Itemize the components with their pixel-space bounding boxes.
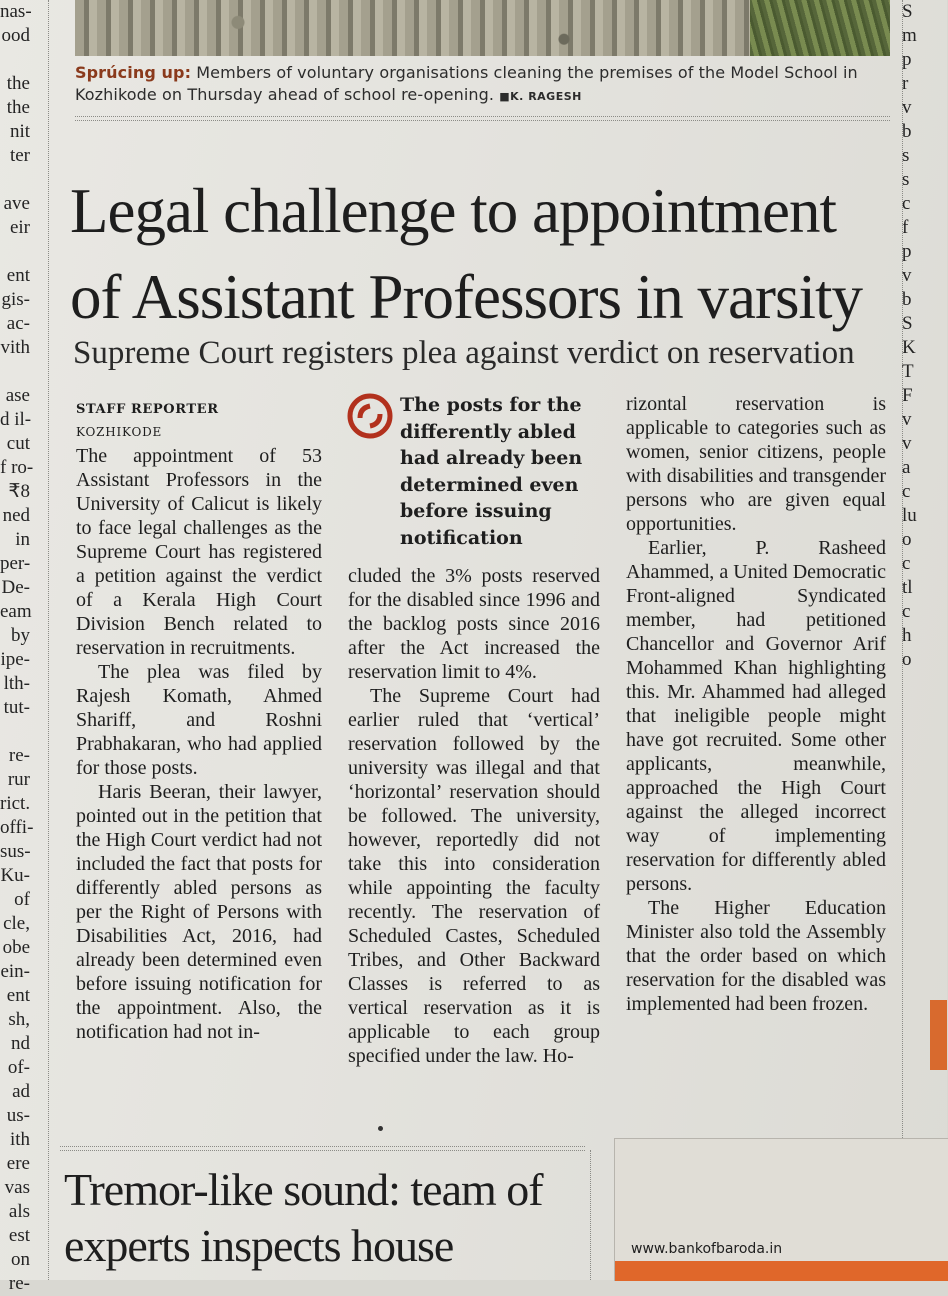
article-column-2	[348, 564, 600, 1068]
edge-fragment	[0, 240, 30, 264]
edge-fragment: r	[902, 73, 909, 94]
edge-fragment: obe	[2, 937, 30, 958]
edge-fragment: ent	[6, 265, 30, 286]
edge-fragment: rict.	[0, 793, 31, 814]
caption-kicker: Sprúcing up:	[75, 63, 192, 82]
edge-fragment: ase	[5, 385, 30, 406]
next-article-headline	[64, 1162, 584, 1274]
edge-fragment: a	[902, 457, 911, 478]
edge-fragment	[0, 360, 30, 384]
edge-fragment: ₹8	[8, 481, 30, 502]
edge-fragment: h	[902, 625, 912, 646]
edge-fragment: K	[902, 337, 916, 358]
edge-fragment	[0, 168, 30, 192]
edge-fragment: the	[6, 97, 30, 118]
article-subhead: Supreme Court registers plea against verdict on reservation	[73, 335, 855, 371]
edge-fragment: ood	[1, 25, 30, 46]
paragraph: cluded the 3% posts reserved for the disabled since 1996 and the backlog posts since 2016 after the Act increased the reservation limit to 4%.	[348, 565, 600, 683]
edge-fragment: of	[14, 889, 30, 910]
edge-fragment: ipe-	[0, 649, 30, 670]
caption-divider	[75, 116, 890, 117]
edge-fragment: nas-	[0, 1, 32, 22]
edge-fragment: v	[902, 265, 912, 286]
edge-fragment: lth-	[3, 673, 30, 694]
edge-fragment: d il-	[0, 409, 32, 430]
edge-fragment: ned	[2, 505, 30, 526]
edge-fragment: us-	[6, 1105, 30, 1126]
edge-fragment: vas	[4, 1177, 30, 1198]
edge-fragment: F	[902, 385, 913, 406]
edge-fragment: S	[902, 313, 913, 334]
edge-fragment: rur	[7, 769, 30, 790]
edge-fragment: ere	[6, 1153, 30, 1174]
paragraph: The Supreme Court had earlier ruled that ‘vertical’ reservation followed by the university was illegal and that ‘horizontal’ reservation should be followed. The university, however, reportedly did not take this into consideration while appointing the faculty recently. The reservation of Scheduled Castes, Scheduled Tribes, and Other Backward Classes is referred to as vertical reservation as it is applicable to each group specified under the law. Ho-	[348, 685, 600, 1067]
article-column-1	[76, 444, 322, 1044]
bottom-divider-2	[60, 1150, 585, 1151]
ad-url: www.bankofbaroda.in	[631, 1241, 783, 1257]
edge-fragment: ith	[9, 1129, 30, 1150]
photo-credit: ■K. RAGESH	[499, 90, 582, 103]
edge-fragment: Ku-	[0, 865, 30, 886]
edge-fragment: v	[902, 97, 912, 118]
edge-fragment: offi-	[0, 817, 34, 838]
edge-fragment: s	[902, 169, 910, 190]
article-column-3	[626, 392, 886, 1016]
edge-fragment: c	[902, 193, 911, 214]
edge-fragment: c	[902, 601, 911, 622]
edge-fragment: p	[902, 241, 912, 262]
edge-fragment: cle,	[3, 913, 30, 934]
edge-fragment: tl	[902, 577, 913, 598]
edge-fragment: p	[902, 49, 912, 70]
edge-fragment: of-	[7, 1057, 30, 1078]
headline-line-1: Legal challenge to appointment	[70, 176, 836, 246]
edge-fragment: sh,	[8, 1009, 30, 1030]
edge-fragment: vith	[0, 337, 30, 358]
photo-grass	[750, 0, 890, 56]
edge-fragment: f ro-	[0, 457, 34, 478]
edge-fragment: per-	[0, 553, 31, 574]
byline-dateline: KOZHIKODE	[76, 425, 163, 439]
caption-text: Members of voluntary organisations cleaning the premises of the Model School in Kozhikode on Thursday ahead of school re-opening.	[75, 63, 858, 104]
adjacent-column-left	[0, 0, 34, 1294]
quote-mark-icon	[346, 394, 394, 438]
paragraph: The plea was filed by Rajesh Komath, Ahmed Shariff, and Roshni Prabhakaran, who had applied for those posts.	[76, 661, 322, 779]
byline-author: STAFF REPORTER	[76, 402, 219, 417]
edge-fragment: v	[902, 409, 912, 430]
caption-divider-2	[75, 120, 890, 121]
edge-fragment: cut	[6, 433, 30, 454]
next-headline-line-2: experts inspects house	[64, 1220, 454, 1271]
paragraph: The appointment of 53 Assistant Professors in the University of Calicut is likely to face legal challenges as the Supreme Court has registered a petition against the verdict of a Kerala High Court Division Bench related to reservation in recruitments.	[76, 445, 322, 659]
edge-fragment: nd	[11, 1033, 30, 1054]
ad-stripe	[615, 1261, 948, 1281]
edge-fragment: ac-	[6, 313, 30, 334]
edge-fragment: m	[902, 25, 917, 46]
edge-fragment: eam	[0, 601, 32, 622]
edge-fragment: ave	[3, 193, 30, 214]
column-rule-bottom	[590, 1150, 591, 1280]
edge-fragment: ter	[9, 145, 30, 166]
edge-fragment: c	[902, 553, 911, 574]
edge-fragment: v	[902, 433, 912, 454]
edge-fragment: s	[902, 145, 910, 166]
edge-fragment: b	[902, 289, 912, 310]
edge-fragment: lu	[902, 505, 917, 526]
edge-fragment: the	[6, 73, 30, 94]
edge-fragment: De-	[1, 577, 30, 598]
edge-fragment: re-	[8, 745, 30, 766]
pull-quote: The posts for the differently abled had already been determined even before issuing notification	[400, 394, 583, 549]
edge-fragment: ad	[12, 1081, 30, 1102]
paragraph: rizontal reservation is applicable to categories such as women, senior citizens, people with disabilities and transgender persons who are given equal opportunities.	[626, 393, 886, 535]
edge-fragment	[0, 720, 30, 744]
edge-fragment: o	[902, 529, 912, 550]
edge-fragment: f	[902, 217, 909, 238]
edge-fragment: T	[902, 361, 914, 382]
article-headline	[70, 168, 900, 340]
adjacent-column-right	[902, 0, 947, 1280]
photo-caption	[75, 62, 905, 108]
edge-fragment: re-	[8, 1273, 30, 1294]
edge-fragment: ein-	[0, 961, 30, 982]
advertisement	[614, 1138, 948, 1281]
edge-fragment: o	[902, 649, 912, 670]
edge-fragment: in	[15, 529, 30, 550]
edge-fragment: tut-	[3, 697, 30, 718]
edge-fragment: c	[902, 481, 911, 502]
paragraph: The Higher Education Minister also told the Assembly that the order based on which reservation for the disabled was implemented had been frozen.	[626, 897, 886, 1015]
paragraph: Earlier, P. Rasheed Ahammed, a United Democratic Front-aligned Syndicated member, had petitioned Chancellor and Governor Arif Mohammed Khan highlighting this. Mr. Ahammed had alleged that ineligible people might have got recruited. Some other applicants, meanwhile, approached the High Court against the alleged incorrect way of implementing reservation for differently abled persons.	[626, 537, 886, 895]
column-rule-left	[48, 0, 49, 1280]
edge-fragment: S	[902, 1, 913, 22]
news-photo	[75, 0, 890, 56]
paragraph: Haris Beeran, their lawyer, pointed out in the petition that the High Court verdict had not included the fact that posts for differently abled persons as per the Right of Persons with Disabilities Act, 2016, had already been determined even before issuing notification for the appointment. Also, the notification had not in-	[76, 781, 322, 1043]
edge-fragment: est	[8, 1225, 30, 1246]
edge-fragment: als	[8, 1201, 30, 1222]
edge-fragment	[0, 48, 30, 72]
bullet-dot	[378, 1126, 383, 1131]
edge-fragment: ent	[6, 985, 30, 1006]
edge-fragment: nit	[9, 121, 30, 142]
edge-fragment: b	[902, 121, 912, 142]
edge-fragment: gis-	[1, 289, 30, 310]
edge-fragment: sus-	[0, 841, 31, 862]
headline-line-2: of Assistant Professors in varsity	[70, 262, 862, 332]
next-headline-line-1: Tremor-like sound: team of	[64, 1164, 543, 1215]
edge-fragment: eir	[9, 217, 30, 238]
byline	[76, 398, 326, 444]
edge-fragment: on	[11, 1249, 30, 1270]
edge-fragment: by	[11, 625, 30, 646]
bottom-divider	[60, 1146, 585, 1147]
